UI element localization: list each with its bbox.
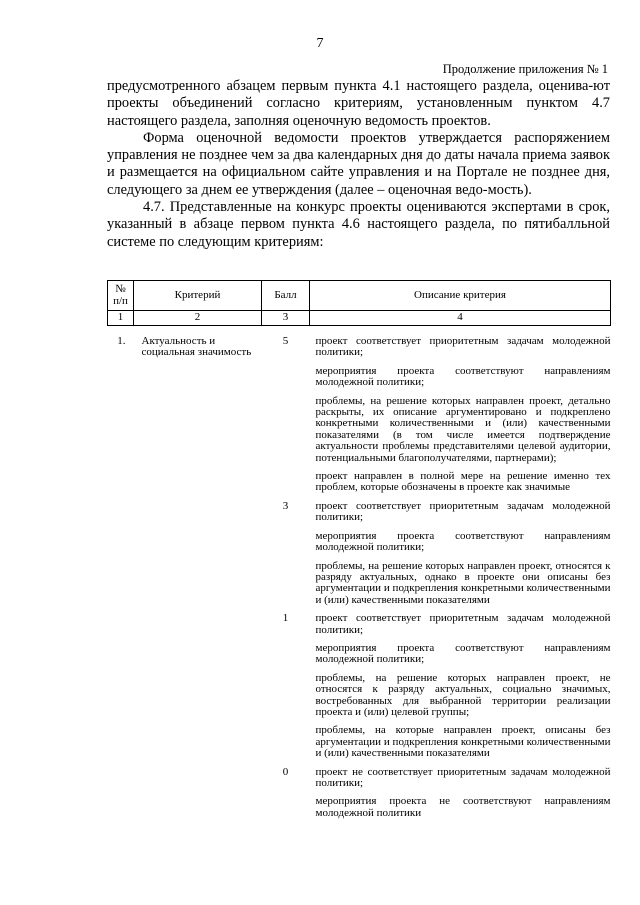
criteria-table [107, 280, 611, 826]
table-header-row [108, 281, 611, 311]
header-criterion: Критерий [134, 281, 262, 311]
score-description [310, 326, 611, 501]
score-value: 5 [282, 335, 289, 347]
description-item: мероприятия проекта соответствуют направлениям молодежной политики; [315, 529, 611, 554]
body-text [107, 78, 610, 251]
description-item: проблемы, на решение которых направлен проект, относятся к разряду актуальных, однако в проекте они описаны без аргументации и подкрепления конкретными количественными и (или) качественными показателями [315, 559, 611, 606]
description-item: мероприятия проекта не соответствуют направлениям молодежной политики [315, 795, 611, 819]
header-number: № п/п [108, 281, 134, 311]
description-item: проект соответствует приоритетным задачам молодежной политики; [315, 499, 611, 524]
description-item: проект соответствует приоритетным задачам молодежной политики; [315, 335, 611, 359]
paragraph: предусмотренного абзацем первым пункта 4.1 настоящего раздела, оценива-ют проекты объединений согласно критериям, установленным пунктом 4.7 настоящего раздела, заполняя оценочную ведомость проектов. [107, 78, 610, 129]
score-description [310, 501, 611, 613]
page-number: 7 [316, 36, 324, 51]
column-number: 3 [262, 311, 310, 326]
description-item: проблемы, на решение которых направлен проект, не относятся к разряду актуальных, социально значимых, востребованных для выбранной территории реализации проекта и (или) целевой группы; [315, 671, 611, 718]
description-item: проект не соответствует приоритетным задачам молодежной политики; [315, 765, 611, 789]
header-description: Описание критерия [310, 281, 611, 311]
description-item: проект направлен в полной мере на решение именно тех проблем, которые обозначены в проекте как значимые [315, 470, 611, 494]
description-item: проблемы, на которые направлен проект, описаны без аргументации и подкрепления конкретными количественными и (или) качественными показателями [315, 724, 611, 760]
description-item: проблемы, на решение которых направлен проект, детально раскрыты, их описание аргументировано и подкреплено конкретными количественными и (или) качественными показателями (в том числе имеется подтверждение актуальности проблемы представителями целевой аудитории, потенциальными благополучателями, партнерами); [315, 394, 611, 464]
criterion-name: Актуальность и социальная значимость [141, 335, 252, 359]
score-value: 1 [282, 612, 289, 625]
table-row [108, 326, 611, 501]
appendix-note: Продолжение приложения № 1 [442, 62, 608, 76]
header-score: Балл [262, 281, 310, 311]
row-number: 1. [117, 335, 126, 347]
paragraph: Форма оценочной ведомости проектов утверждается распоряжением управления не позднее чем за два календарных дня до даты начала приема заявок и размещается на официальном сайте управления и на Портале не позднее дня, следующего за днем ее утверждения (далее – оценочная ведо-мость). [107, 129, 610, 198]
score-value: 0 [282, 765, 289, 778]
paragraph: 4.7. Представленные на конкурс проекты оцениваются экспертами в срок, указанный в абзаце первом пункта 4.6 настоящего раздела, по пятибалльной системе по следующим критериям: [107, 199, 610, 250]
column-number: 4 [310, 311, 611, 326]
score-value: 3 [282, 499, 289, 512]
description-item: мероприятия проекта соответствуют направлениям молодежной политики; [315, 641, 611, 666]
column-number: 2 [134, 311, 262, 326]
score-description [310, 613, 611, 766]
table-numbering-row [108, 311, 611, 326]
score-description [310, 767, 611, 827]
column-number: 1 [108, 311, 134, 326]
description-item: проект соответствует приоритетным задачам молодежной политики; [315, 612, 611, 636]
description-item: мероприятия проекта соответствуют направлениям молодежной политики; [315, 364, 611, 389]
